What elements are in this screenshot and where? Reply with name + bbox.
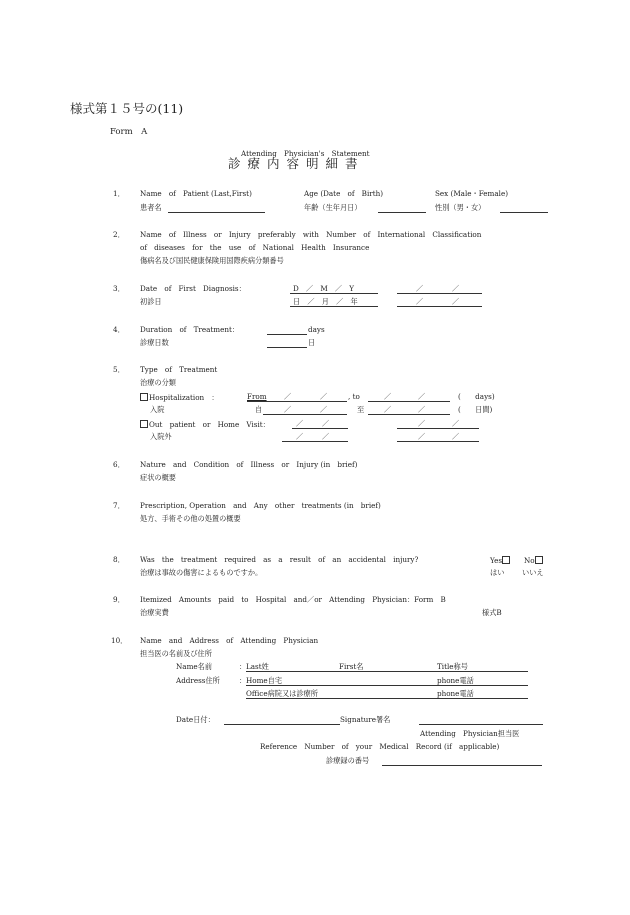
s10-ja: 担当医の名前及び住所 — [140, 649, 212, 658]
title-label: Title称号 — [437, 662, 468, 671]
yes-ja: はい — [490, 568, 505, 577]
s4-en: Duration of Treatment： — [140, 325, 240, 334]
s10-en: Name and Address of Attending Physician — [140, 636, 319, 645]
physician-name-field[interactable] — [246, 671, 528, 672]
hospitalization-label: Hospitalization ： — [149, 393, 219, 402]
s4-days-ja: 日 — [308, 338, 316, 347]
home-label: Home自宅 — [246, 676, 283, 685]
hospitalization-option[interactable] — [140, 393, 219, 401]
s6-ja: 症状の概要 — [140, 473, 176, 482]
hosp-from-ja-slash-1: ／ — [284, 405, 292, 414]
outpatient-ja-slash-4: ／ — [452, 432, 460, 441]
s3-slash1: ／ — [416, 284, 424, 293]
signature-label: Signature署名 — [340, 715, 391, 724]
reference-ja: 診療録の番号 — [326, 756, 370, 765]
outpatient-date-ja-line-1 — [282, 441, 348, 442]
outpatient-option[interactable] — [140, 420, 270, 428]
date-label: Date日付： — [176, 715, 215, 724]
age-field[interactable] — [378, 212, 426, 213]
s9-en: Itemized Amounts paid to Hospital and／or Attending Physician：Form B — [140, 595, 446, 604]
office-address-field[interactable] — [246, 698, 528, 699]
s7-num: 7． — [113, 501, 125, 510]
hosp-ja: 入院 — [150, 405, 165, 414]
first-diagnosis-local-date-ja-line — [397, 306, 482, 307]
hosp-to-ja-slash-1: ／ — [384, 405, 392, 414]
office-label: Office病院又は診療所 — [246, 689, 318, 698]
yes-option[interactable] — [490, 556, 511, 564]
s3-en: Date of First Diagnosis： — [140, 284, 246, 293]
s3-slash3: ／ — [416, 297, 424, 306]
hosp-days: ( days) — [458, 392, 495, 401]
s5-en: Type of Treatment — [140, 365, 218, 374]
s3-slash4: ／ — [452, 297, 460, 306]
s1-sex-en: Sex (Male・Female) — [435, 189, 509, 198]
outpatient-date-field-1[interactable] — [292, 428, 348, 429]
name-colon: ： — [239, 662, 247, 671]
hospitalization-checkbox[interactable] — [140, 393, 148, 401]
hosp-from-slash-2: ／ — [320, 392, 328, 401]
office-phone-label: phone電話 — [437, 689, 474, 698]
last-name-label: Last姓 — [246, 662, 269, 671]
first-diagnosis-local-date-field[interactable] — [397, 293, 482, 294]
outpatient-checkbox[interactable] — [140, 420, 148, 428]
s3-ja: 初診日 — [140, 297, 162, 306]
s9-ja: 治療実費 — [140, 608, 169, 617]
first-diagnosis-date-field[interactable] — [290, 293, 378, 294]
hosp-to-ja-slash-2: ／ — [418, 405, 426, 414]
s5-num: 5． — [113, 365, 125, 374]
title-ja: 診療内容明細書 — [228, 156, 365, 171]
outpatient-ja-slash-1: ／ — [296, 432, 304, 441]
s7-en: Prescription, Operation and Any other treatments (in brief) — [140, 501, 381, 510]
to-label: , to — [348, 392, 360, 401]
s6-en: Nature and Condition of Illness or Injury (in brief) — [140, 460, 358, 469]
hosp-from-date-ja-line — [263, 414, 347, 415]
from-label: From — [247, 392, 267, 401]
no-option[interactable] — [524, 556, 544, 564]
outpatient-date-ja-line-2 — [397, 441, 479, 442]
s3-num: 3． — [113, 284, 125, 293]
s3-dmy-ja: 日 ／ 月 ／ 年 — [293, 297, 358, 306]
s2-line2: of diseases for the use of National Health Insurance — [140, 243, 370, 252]
to-ja: 至 — [357, 405, 365, 414]
yes-checkbox[interactable] — [502, 556, 510, 564]
title-en: Attending Physician's Statement — [241, 149, 370, 158]
attending-label: Attending Physician担当医 — [420, 729, 520, 738]
no-label: No — [524, 556, 535, 565]
outpatient-slash-3: ／ — [418, 419, 426, 428]
s5-ja: 治療の分類 — [140, 378, 176, 387]
hosp-to-date-field[interactable] — [368, 401, 450, 402]
address-label: Address住所 — [176, 676, 220, 685]
hosp-to-slash-1: ／ — [384, 392, 392, 401]
reference-number-field[interactable] — [382, 765, 542, 766]
hosp-from-slash-1: ／ — [284, 392, 292, 401]
hosp-days-ja: ( 日間) — [458, 405, 493, 414]
s3-slash2: ／ — [452, 284, 460, 293]
outpatient-ja-slash-2: ／ — [322, 432, 330, 441]
reference-en: Reference Number of your Medical Record (if applicable) — [260, 742, 500, 751]
home-address-field[interactable] — [246, 685, 528, 686]
s1-sex-ja: 性別（男・女） — [435, 203, 486, 212]
yes-label: Yes — [490, 556, 503, 565]
outpatient-date-field-2[interactable] — [397, 428, 479, 429]
s2-ja: 傷病名及び国民健康保険用国際疾病分類番号 — [140, 256, 284, 265]
s1-name-en: Name of Patient (Last,First) — [140, 189, 252, 198]
no-ja: いいえ — [522, 568, 544, 577]
form-label: Form A — [110, 127, 148, 137]
s4-ja: 診療日数 — [140, 338, 169, 347]
sex-field[interactable] — [500, 212, 548, 213]
outpatient-slash-4: ／ — [452, 419, 460, 428]
outpatient-ja: 入院外 — [150, 432, 172, 441]
date-field[interactable] — [224, 724, 340, 725]
s3-dmy-en: D ／ M ／ Y — [293, 284, 354, 293]
duration-days-field[interactable] — [267, 334, 307, 335]
outpatient-slash-1: ／ — [296, 419, 304, 428]
s2-num: 2． — [113, 230, 125, 239]
outpatient-slash-2: ／ — [322, 419, 330, 428]
s7-ja: 処方、手術その他の処置の概要 — [140, 514, 241, 523]
hosp-to-slash-2: ／ — [418, 392, 426, 401]
name-label: Name名前 — [176, 662, 213, 671]
signature-field[interactable] — [419, 724, 543, 725]
s10-num: 10． — [111, 636, 128, 645]
s1-age-ja: 年齢（生年月日） — [304, 203, 362, 212]
s4-days: days — [308, 325, 325, 334]
patient-name-field[interactable] — [168, 212, 265, 213]
s8-en: Was the treatment required as a result of an accidental injury? — [140, 555, 419, 564]
form-number: 様式第１５号の(11) — [70, 101, 184, 116]
hosp-from-ja-slash-2: ／ — [320, 405, 328, 414]
s2-line1: Name of Illness or Injury preferably with Number of International Classification — [140, 230, 482, 239]
s1-num: 1． — [113, 189, 125, 198]
hosp-from-date-field[interactable] — [247, 401, 347, 402]
s8-ja: 治療は事故の傷害によるものですか。 — [140, 568, 263, 577]
first-diagnosis-date-ja-line — [290, 306, 378, 307]
first-name-label: First名 — [339, 662, 364, 671]
s8-num: 8． — [113, 555, 125, 564]
from-ja: 自 — [255, 405, 263, 414]
duration-days-ja-line — [267, 347, 307, 348]
s1-age-en: Age (Date of Birth) — [304, 189, 384, 198]
outpatient-ja-slash-3: ／ — [418, 432, 426, 441]
s9-num: 9． — [113, 595, 125, 604]
s4-num: 4． — [113, 325, 125, 334]
s9-form-b-ja: 様式B — [482, 608, 502, 617]
address-colon: ： — [239, 676, 247, 685]
no-checkbox[interactable] — [535, 556, 543, 564]
s1-name-ja: 患者名 — [140, 203, 162, 212]
s6-num: 6． — [113, 460, 125, 469]
outpatient-label: Out patient or Home Visit： — [149, 420, 270, 429]
hosp-to-date-ja-line — [368, 414, 450, 415]
home-phone-label: phone電話 — [437, 676, 474, 685]
